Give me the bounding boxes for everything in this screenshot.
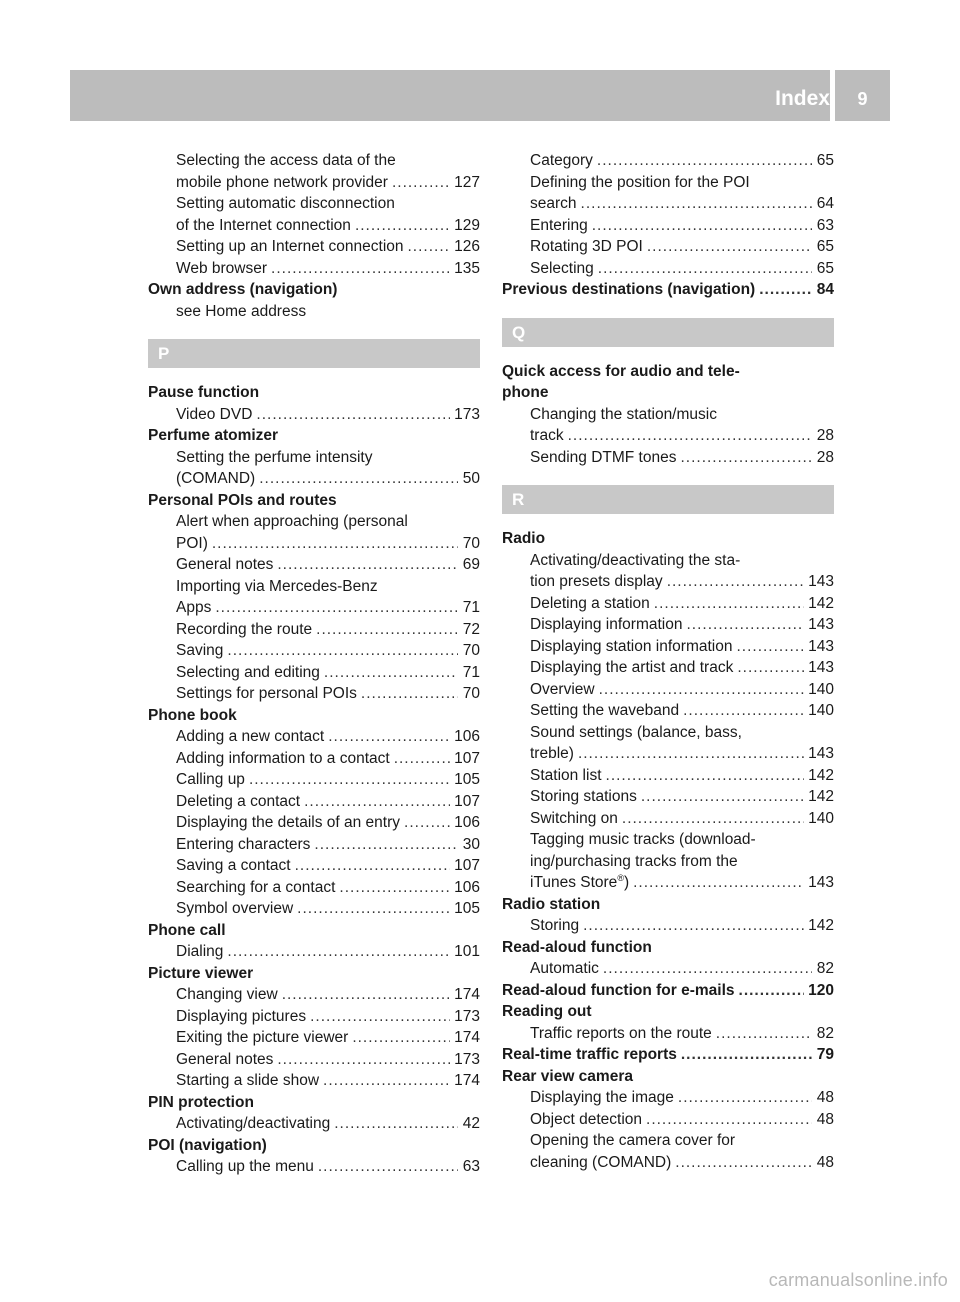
dot-leader bbox=[592, 215, 812, 237]
page-reference: 63 bbox=[816, 216, 834, 234]
dot-leader bbox=[736, 636, 804, 658]
dot-leader bbox=[316, 619, 458, 641]
entry-label: Settings for personal POIs bbox=[176, 685, 357, 702]
dot-leader bbox=[259, 468, 458, 490]
entry-label: Automatic bbox=[530, 960, 599, 977]
index-letter-header: P bbox=[148, 339, 480, 368]
index-letter-header: Q bbox=[502, 318, 834, 347]
entry-label: Symbol overview bbox=[176, 900, 294, 917]
index-subentry bbox=[502, 425, 834, 447]
dot-leader bbox=[675, 1152, 812, 1174]
page-reference: 126 bbox=[454, 238, 480, 255]
page-reference: 48 bbox=[816, 1153, 834, 1171]
index-heading-entry bbox=[502, 980, 834, 1002]
entry-label: Storing bbox=[530, 917, 580, 934]
entry-label: Saving bbox=[176, 642, 224, 659]
page-reference: 69 bbox=[462, 556, 480, 573]
page-reference: 174 bbox=[454, 1072, 480, 1089]
entry-label: (COMAND) bbox=[176, 470, 256, 487]
entry-label: Station list bbox=[530, 766, 602, 784]
index-subentry bbox=[148, 172, 480, 194]
index-subentry-text: Defining the position for the POI bbox=[530, 173, 750, 191]
page-reference: 30 bbox=[462, 835, 480, 853]
dot-leader bbox=[339, 877, 450, 899]
entry-label: Apps bbox=[176, 599, 212, 616]
index-subentry bbox=[502, 150, 834, 172]
index-heading-entry bbox=[502, 1044, 834, 1066]
entry-label: Selecting and editing bbox=[176, 663, 320, 681]
entry-label: Displaying the artist and track bbox=[530, 659, 734, 676]
entry-label: Storing stations bbox=[530, 788, 637, 805]
page-reference: 135 bbox=[454, 259, 480, 277]
entry-label: General notes bbox=[176, 1050, 274, 1068]
index-heading: Quick access for audio and tele- bbox=[502, 362, 740, 380]
index-subentry bbox=[148, 640, 480, 662]
page-reference: 107 bbox=[454, 749, 480, 767]
page-reference: 140 bbox=[808, 680, 834, 698]
index-subentry bbox=[148, 1070, 480, 1092]
entry-label: Setting the waveband bbox=[530, 702, 680, 719]
entry-label: Previous destinations (navigation) bbox=[502, 281, 756, 298]
index-subentry bbox=[148, 1156, 480, 1178]
index-heading: Radio station bbox=[502, 895, 601, 913]
page-reference: 72 bbox=[462, 620, 480, 638]
page-reference: 28 bbox=[816, 448, 834, 466]
dot-leader bbox=[633, 872, 804, 894]
entry-label: Selecting bbox=[530, 259, 594, 277]
dot-leader bbox=[277, 1049, 450, 1071]
page-reference: 65 bbox=[816, 238, 834, 255]
page-reference: 127 bbox=[454, 173, 480, 191]
page-reference: 70 bbox=[462, 534, 480, 552]
index-subentry-text: Changing the station/music bbox=[530, 405, 717, 423]
entry-label: Sending DTMF tones bbox=[530, 448, 677, 466]
index-subentry-text: Setting automatic disconnection bbox=[176, 195, 395, 212]
entry-label: Calling up bbox=[176, 771, 245, 788]
dot-leader bbox=[314, 834, 458, 856]
index-subentry bbox=[148, 855, 480, 877]
entry-label: Adding information to a contact bbox=[176, 749, 390, 767]
index-heading: PIN protection bbox=[148, 1093, 254, 1111]
entry-label: Starting a slide show bbox=[176, 1072, 320, 1089]
index-subentry-text: Importing via Mercedes-Benz bbox=[176, 577, 378, 595]
index-subentry bbox=[148, 236, 480, 258]
dot-leader bbox=[581, 193, 812, 215]
index-subentry bbox=[502, 743, 834, 765]
dot-leader bbox=[683, 700, 804, 722]
dot-leader bbox=[641, 786, 804, 808]
index-subentry bbox=[148, 1027, 480, 1049]
page-reference: 174 bbox=[454, 986, 480, 1003]
index-subentry bbox=[148, 683, 480, 705]
entry-label: Searching for a contact bbox=[176, 878, 336, 896]
dot-leader bbox=[759, 279, 812, 301]
index-subentry bbox=[148, 769, 480, 791]
entry-label: mobile phone network provider bbox=[176, 173, 388, 191]
index-subentry bbox=[148, 812, 480, 834]
page-reference: 42 bbox=[462, 1115, 480, 1132]
entry-label: Switching on bbox=[530, 809, 618, 827]
dot-leader bbox=[282, 984, 450, 1006]
dot-leader bbox=[328, 726, 450, 748]
page-reference: 50 bbox=[462, 470, 480, 487]
index-subentry bbox=[148, 554, 480, 576]
page-reference: 174 bbox=[454, 1029, 480, 1046]
dot-leader bbox=[249, 769, 450, 791]
entry-label: Recording the route bbox=[176, 620, 313, 638]
index-subentry bbox=[502, 657, 834, 679]
dot-leader bbox=[392, 172, 450, 194]
section-title: Index bbox=[775, 87, 830, 110]
index-subentry bbox=[502, 872, 834, 894]
dot-leader bbox=[323, 1070, 450, 1092]
entry-label: Setting up an Internet connection bbox=[176, 238, 404, 255]
dot-leader bbox=[622, 808, 804, 830]
index-subentry-text: Setting the perfume intensity bbox=[176, 448, 373, 466]
index-heading: phone bbox=[502, 384, 549, 401]
index-subentry bbox=[148, 1113, 480, 1135]
entry-label: Read-aloud function for e-mails bbox=[502, 981, 735, 999]
index-heading: Phone book bbox=[148, 706, 237, 724]
entry-label: tion presets display bbox=[530, 573, 663, 590]
entry-label: treble) bbox=[530, 745, 574, 762]
dot-leader bbox=[606, 765, 805, 787]
index-subentry bbox=[502, 1023, 834, 1045]
index-heading: Radio bbox=[502, 530, 546, 547]
index-heading: Own address (navigation) bbox=[148, 281, 338, 298]
index-subentry bbox=[502, 808, 834, 830]
index-subentry-text: Alert when approaching (personal bbox=[176, 513, 408, 530]
page-reference: 71 bbox=[462, 663, 480, 681]
index-subentry bbox=[148, 619, 480, 641]
index-subentry bbox=[148, 468, 480, 490]
index-subentry bbox=[502, 571, 834, 593]
index-subentry bbox=[148, 726, 480, 748]
dot-leader bbox=[227, 941, 450, 963]
index-subentry bbox=[502, 1109, 834, 1131]
page-number: 9 bbox=[857, 89, 868, 109]
entry-label: Rotating 3D POI bbox=[530, 238, 643, 255]
entry-label: Real-time traffic reports bbox=[502, 1046, 677, 1063]
page-reference: 142 bbox=[808, 917, 834, 934]
dot-leader bbox=[271, 258, 450, 280]
page-reference: 65 bbox=[816, 259, 834, 277]
index-subentry bbox=[502, 679, 834, 701]
entry-label: cleaning (COMAND) bbox=[530, 1153, 672, 1171]
index-subentry bbox=[148, 941, 480, 963]
entry-label: of the Internet connection bbox=[176, 216, 351, 234]
entry-label: Video DVD bbox=[176, 405, 253, 423]
dot-leader bbox=[404, 812, 450, 834]
dot-leader bbox=[408, 236, 451, 258]
page-reference: 70 bbox=[462, 642, 480, 659]
page-reference: 143 bbox=[808, 616, 834, 633]
index-subentry-text: Tagging music tracks (download- bbox=[530, 831, 756, 848]
dot-leader bbox=[654, 593, 804, 615]
page-reference: 79 bbox=[816, 1046, 834, 1063]
page-reference: 107 bbox=[454, 857, 480, 874]
entry-label: Deleting a station bbox=[530, 594, 650, 612]
entry-label: Overview bbox=[530, 680, 595, 698]
dot-leader bbox=[310, 1006, 450, 1028]
index-subentry bbox=[502, 958, 834, 980]
entry-label: Displaying information bbox=[530, 616, 683, 633]
dot-leader bbox=[304, 791, 450, 813]
dot-leader bbox=[324, 662, 458, 684]
entry-label: Displaying the image bbox=[530, 1089, 674, 1106]
index-subentry bbox=[502, 786, 834, 808]
entry-label: iTunes Store®) bbox=[530, 872, 630, 891]
page-reference: 140 bbox=[808, 702, 834, 719]
page-reference: 129 bbox=[454, 216, 480, 234]
entry-label: Entering characters bbox=[176, 835, 311, 853]
dot-leader bbox=[647, 236, 812, 258]
dot-leader bbox=[599, 679, 805, 701]
index-subentry bbox=[502, 447, 834, 469]
index-subentry bbox=[502, 593, 834, 615]
index-subentry bbox=[502, 236, 834, 258]
dot-leader bbox=[678, 1087, 812, 1109]
index-subentry bbox=[148, 984, 480, 1006]
dot-leader bbox=[352, 1027, 450, 1049]
index-column-right bbox=[502, 150, 834, 1173]
entry-label: Traffic reports on the route bbox=[530, 1024, 712, 1042]
index-subentry-text: Sound settings (balance, bass, bbox=[530, 723, 742, 741]
index-heading: Phone call bbox=[148, 921, 226, 939]
dot-leader bbox=[578, 743, 804, 765]
page-reference: 142 bbox=[808, 766, 834, 784]
entry-label: POI) bbox=[176, 534, 208, 552]
page-reference: 101 bbox=[454, 943, 480, 960]
index-subentry-text: Activating/deactivating the sta- bbox=[530, 551, 741, 569]
dot-leader bbox=[318, 1156, 458, 1178]
page-reference: 173 bbox=[454, 405, 480, 423]
dot-leader bbox=[739, 980, 805, 1002]
dot-leader bbox=[583, 915, 804, 937]
index-column-left bbox=[148, 150, 480, 1178]
dot-leader bbox=[667, 571, 804, 593]
page-reference: 28 bbox=[816, 427, 834, 444]
dot-leader bbox=[355, 215, 450, 237]
dot-leader bbox=[568, 425, 812, 447]
entry-label: search bbox=[530, 195, 577, 212]
dot-leader bbox=[598, 258, 812, 280]
index-subentry bbox=[148, 597, 480, 619]
entry-label: Displaying the details of an entry bbox=[176, 814, 401, 831]
page-reference: 143 bbox=[808, 637, 834, 655]
page-reference: 142 bbox=[808, 594, 834, 612]
entry-label: Adding a new contact bbox=[176, 728, 325, 745]
index-subentry bbox=[148, 834, 480, 856]
index-subentry bbox=[502, 258, 834, 280]
index-heading: POI (navigation) bbox=[148, 1136, 267, 1154]
dot-leader bbox=[277, 554, 458, 576]
dot-leader bbox=[597, 150, 812, 172]
page-reference: 105 bbox=[454, 771, 480, 788]
entry-label: Object detection bbox=[530, 1110, 643, 1128]
index-heading: Reading out bbox=[502, 1003, 592, 1020]
page-reference: 71 bbox=[462, 599, 480, 616]
index-subentry bbox=[502, 765, 834, 787]
page-reference: 65 bbox=[816, 152, 834, 169]
index-heading: Pause function bbox=[148, 384, 260, 401]
index-subentry bbox=[148, 258, 480, 280]
entry-label: Changing view bbox=[176, 986, 278, 1003]
entry-label: Displaying pictures bbox=[176, 1007, 307, 1025]
index-subentry bbox=[502, 1087, 834, 1109]
entry-label: track bbox=[530, 427, 564, 444]
page-reference: 64 bbox=[816, 195, 834, 212]
index-heading: Perfume atomizer bbox=[148, 427, 279, 444]
index-heading: Rear view camera bbox=[502, 1067, 633, 1085]
page-reference: 70 bbox=[462, 685, 480, 702]
dot-leader bbox=[681, 1044, 812, 1066]
page-reference: 143 bbox=[808, 745, 834, 762]
index-subentry bbox=[148, 1006, 480, 1028]
dot-leader bbox=[361, 683, 458, 705]
dot-leader bbox=[297, 898, 450, 920]
entry-label: Web browser bbox=[176, 259, 268, 277]
index-heading: Read-aloud function bbox=[502, 938, 652, 956]
dot-leader bbox=[334, 1113, 458, 1135]
index-subentry bbox=[148, 662, 480, 684]
entry-label: Saving a contact bbox=[176, 857, 291, 874]
entry-label: Displaying station information bbox=[530, 637, 733, 655]
index-subentry bbox=[502, 193, 834, 215]
dot-leader bbox=[394, 748, 450, 770]
entry-label: Entering bbox=[530, 216, 588, 234]
entry-label: General notes bbox=[176, 556, 274, 573]
index-subentry-text: Selecting the access data of the bbox=[176, 152, 396, 169]
entry-label: Exiting the picture viewer bbox=[176, 1029, 349, 1046]
page-reference: 143 bbox=[808, 659, 834, 676]
index-heading: Picture viewer bbox=[148, 964, 254, 982]
index-subentry bbox=[502, 1152, 834, 1174]
index-letter-header: R bbox=[502, 485, 834, 514]
dot-leader bbox=[646, 1109, 812, 1131]
index-subentry bbox=[148, 1049, 480, 1071]
dot-leader bbox=[737, 657, 804, 679]
page-reference: 106 bbox=[454, 728, 480, 745]
entry-label: Category bbox=[530, 152, 593, 169]
page-reference: 173 bbox=[454, 1050, 480, 1068]
page-reference: 82 bbox=[816, 960, 834, 977]
index-subentry bbox=[148, 791, 480, 813]
page-reference: 63 bbox=[462, 1158, 480, 1175]
page-reference: 48 bbox=[816, 1089, 834, 1106]
index-subentry bbox=[148, 215, 480, 237]
dot-leader bbox=[687, 614, 805, 636]
dot-leader bbox=[295, 855, 451, 877]
dot-leader bbox=[256, 404, 450, 426]
dot-leader bbox=[716, 1023, 812, 1045]
watermark: carmanualsonline.info bbox=[768, 1270, 948, 1290]
entry-label: Activating/deactivating bbox=[176, 1115, 331, 1132]
dot-leader bbox=[603, 958, 812, 980]
page-reference: 143 bbox=[808, 874, 834, 891]
page-reference: 84 bbox=[816, 281, 834, 298]
page-reference: 142 bbox=[808, 788, 834, 805]
index-subentry-text: ing/purchasing tracks from the bbox=[530, 852, 738, 870]
index-subentry-text: see Home address bbox=[176, 302, 307, 320]
page-reference: 48 bbox=[816, 1110, 834, 1128]
index-subentry bbox=[502, 915, 834, 937]
index-heading-entry bbox=[502, 279, 834, 301]
page-reference: 106 bbox=[454, 814, 480, 831]
index-subentry bbox=[148, 898, 480, 920]
page-reference: 143 bbox=[808, 573, 834, 590]
dot-leader bbox=[227, 640, 458, 662]
index-subentry bbox=[148, 877, 480, 899]
page-reference: 105 bbox=[454, 900, 480, 917]
index-subentry bbox=[148, 748, 480, 770]
entry-label: Calling up the menu bbox=[176, 1158, 314, 1175]
page-reference: 106 bbox=[454, 878, 480, 896]
dot-leader bbox=[212, 533, 458, 555]
page-reference: 120 bbox=[808, 981, 834, 999]
index-subentry-text: Opening the camera cover for bbox=[530, 1132, 736, 1149]
entry-label: Dialing bbox=[176, 943, 224, 960]
index-subentry bbox=[502, 614, 834, 636]
page-reference: 107 bbox=[454, 792, 480, 810]
index-heading: Personal POIs and routes bbox=[148, 491, 337, 509]
index-subentry bbox=[148, 533, 480, 555]
entry-label: Deleting a contact bbox=[176, 792, 301, 810]
dot-leader bbox=[215, 597, 458, 619]
index-subentry bbox=[502, 700, 834, 722]
page-reference: 82 bbox=[816, 1024, 834, 1042]
page-reference: 140 bbox=[808, 809, 834, 827]
index-subentry bbox=[502, 215, 834, 237]
index-subentry bbox=[502, 636, 834, 658]
dot-leader bbox=[680, 447, 812, 469]
page-reference: 173 bbox=[454, 1007, 480, 1025]
index-subentry bbox=[148, 404, 480, 426]
